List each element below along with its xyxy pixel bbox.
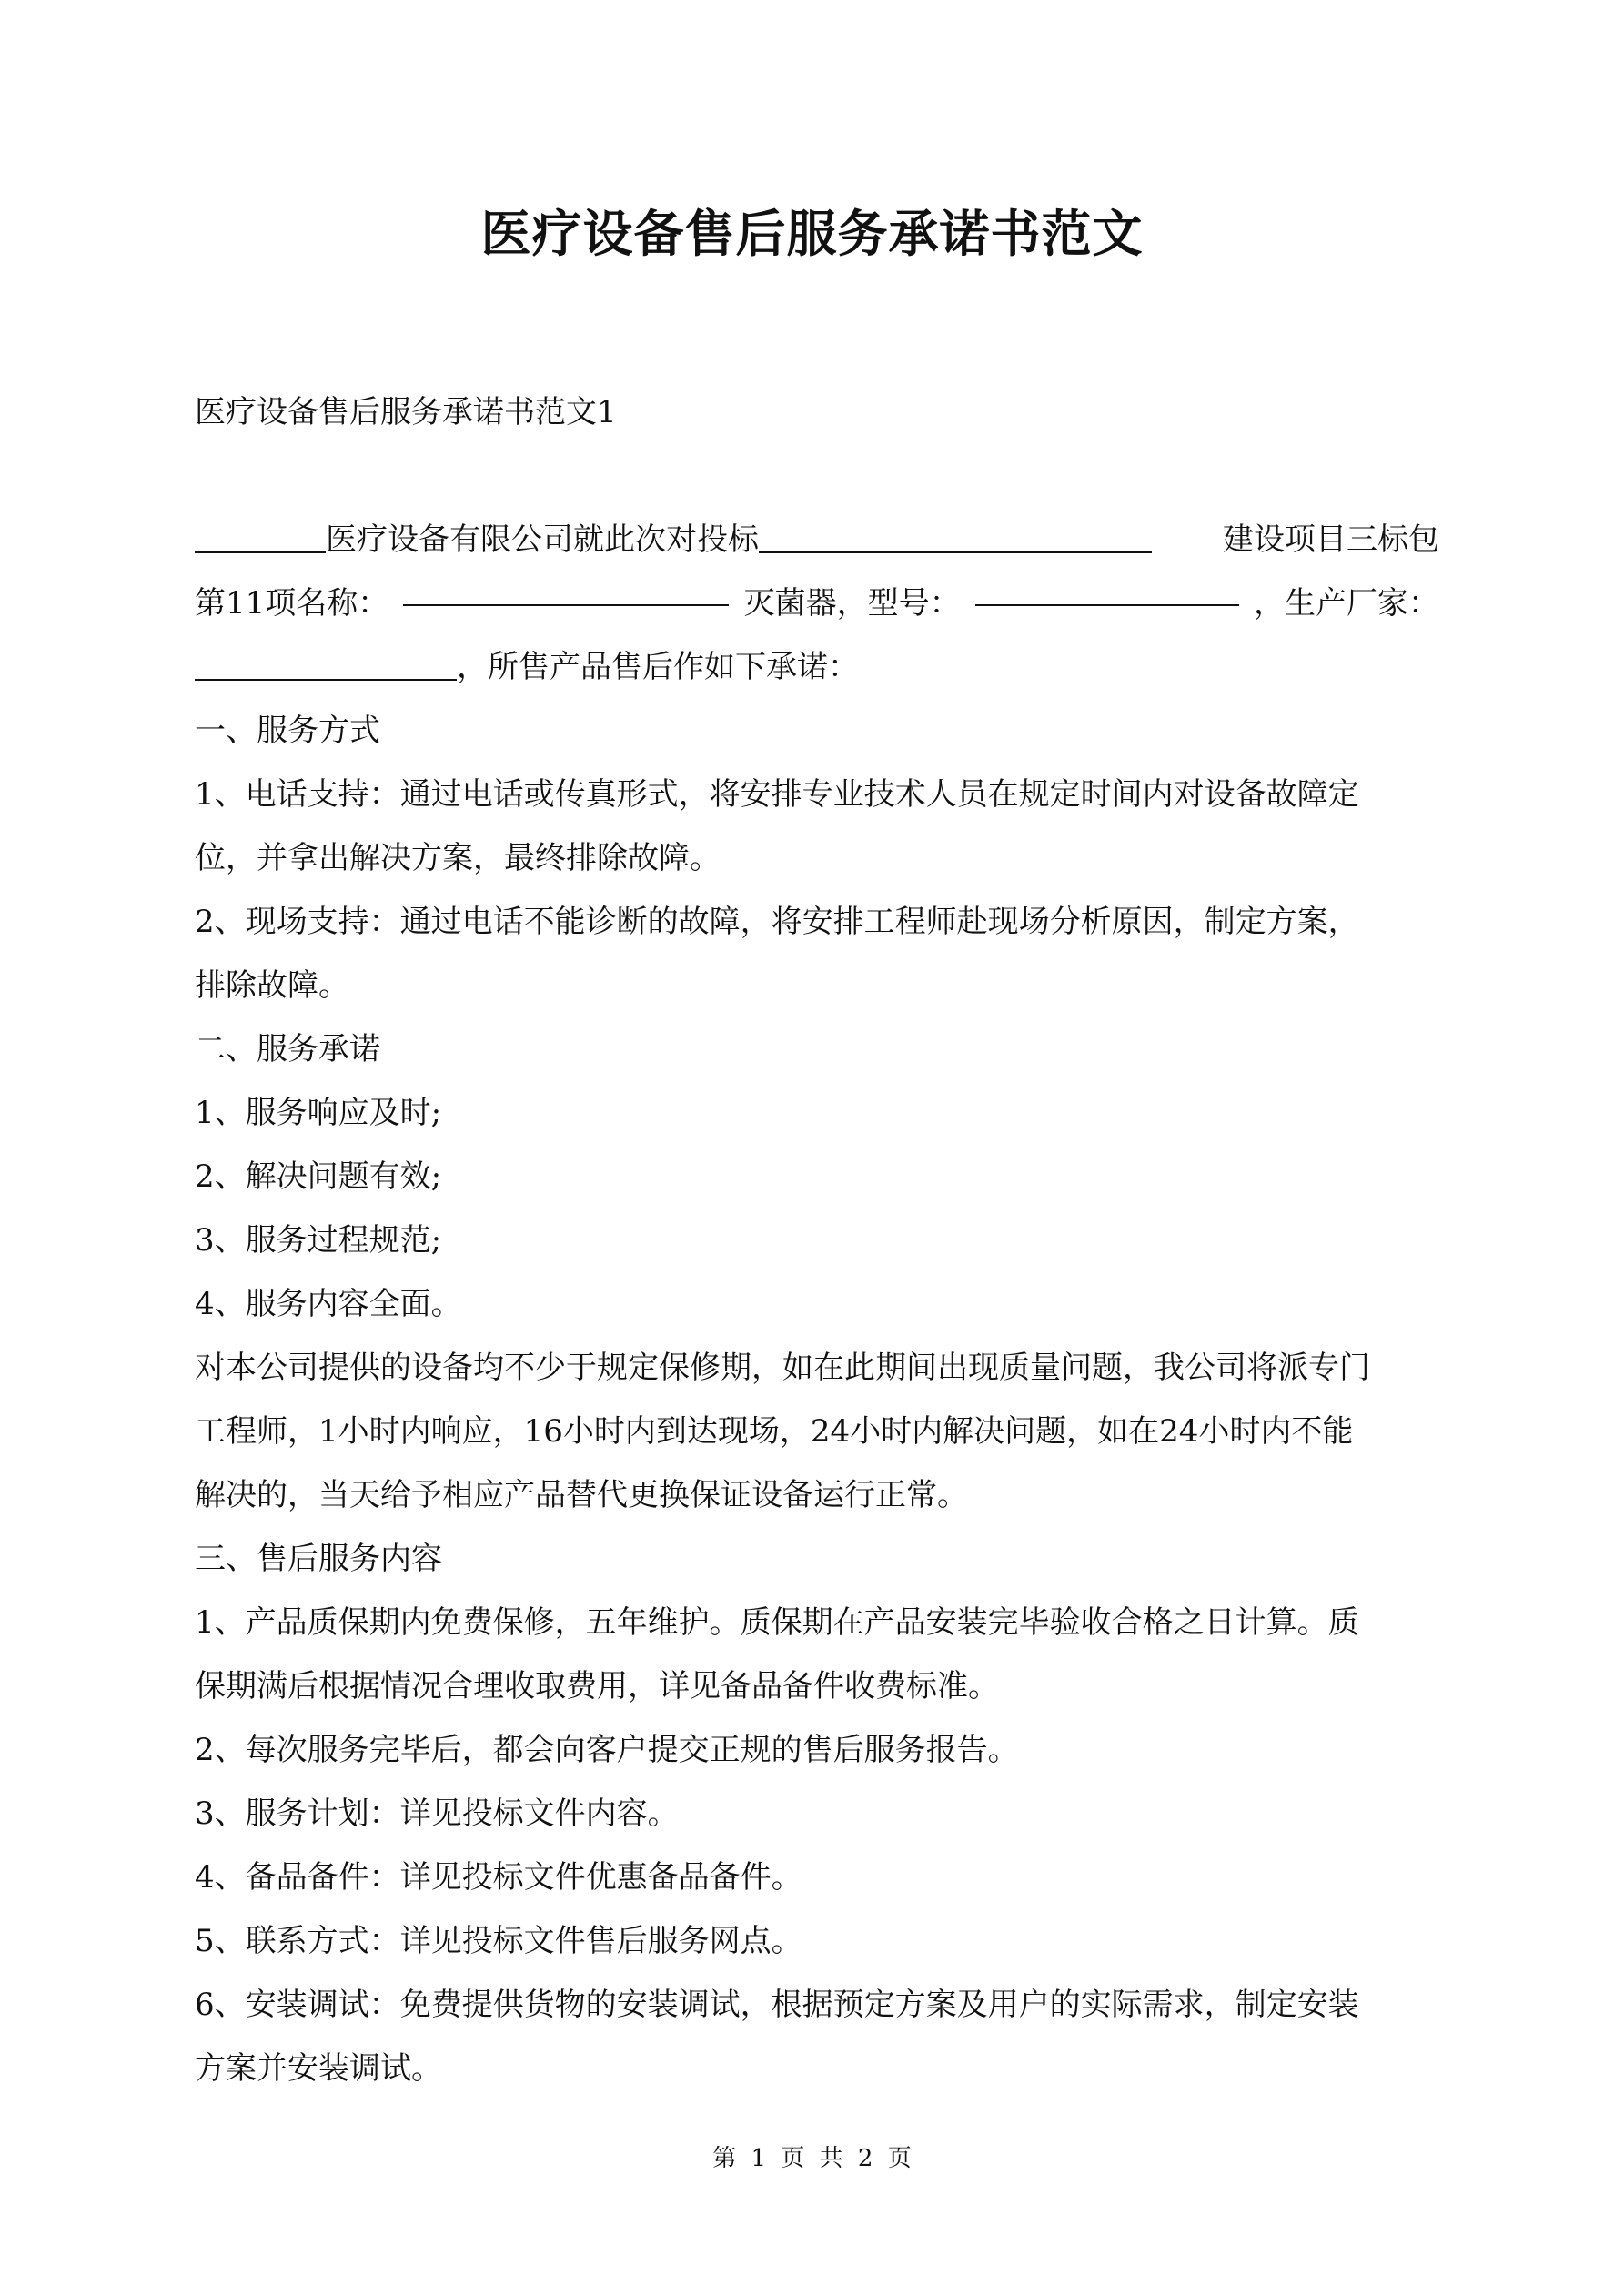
intro-text-promise: ，所售产品售后作如下承诺：	[457, 649, 859, 685]
text-line: 1、产品质保期内免费保修，五年维护。质保期在产品安装完毕验收合格之日计算。质	[195, 1604, 1359, 1641]
blank-item-name	[403, 571, 729, 606]
text-line: 一、服务方式	[195, 713, 380, 749]
intro-text-sterilizer: 灭菌器，型号：	[743, 585, 961, 622]
text-line: 三、售后服务内容	[195, 1541, 442, 1577]
text-line: 保期满后根据情况合理收取费用，详见备品备件收费标准。	[195, 1668, 999, 1704]
text-line: 6、安装调试：免费提供货物的安装调试，根据预定方案及用户的实际需求，制定安装	[195, 1987, 1359, 2023]
blank-project-name	[759, 519, 1152, 553]
blank-company-name	[195, 519, 326, 553]
text-line: 方案并安装调试。	[195, 2050, 442, 2087]
text-line: 工程师，1小时内响应，16小时内到达现场，24小时内解决问题，如在24小时内不能	[195, 1413, 1354, 1450]
text-line: 5、联系方式：详见投标文件售后服务网点。	[195, 1923, 802, 1959]
blank-manufacturer	[195, 646, 457, 681]
page-number-footer: 第 1 页 共 2 页	[712, 2145, 912, 2172]
text-line: 2、每次服务完毕后，都会向客户提交正规的售后服务报告。	[195, 1732, 1019, 1768]
text-line: 位，并拿出解决方案，最终排除故障。	[195, 840, 721, 876]
document-body	[195, 508, 1439, 2100]
blank-model	[975, 571, 1239, 606]
intro-line-3	[195, 635, 1439, 699]
intro-line-1	[195, 508, 1439, 571]
intro-text-package: 建设项目三标包	[1223, 521, 1439, 558]
text-line: 3、服务过程规范;	[195, 1222, 442, 1259]
page-title: 医疗设备售后服务承诺书范文	[480, 204, 1144, 263]
text-line: 1、电话支持：通过电话或传真形式，将安排专业技术人员在规定时间内对设备故障定	[195, 776, 1359, 813]
text-line: 4、备品备件：详见投标文件优惠备品备件。	[195, 1859, 802, 1896]
intro-text-company: 医疗设备有限公司就此次对投标	[326, 521, 759, 558]
text-line: 对本公司提供的设备均不少于规定保修期，如在此期间出现质量问题，我公司将派专门	[195, 1350, 1370, 1386]
section-subtitle: 医疗设备售后服务承诺书范文1	[195, 394, 617, 430]
text-line: 2、解决问题有效;	[195, 1158, 442, 1195]
intro-text-manufacturer: ，生产厂家：	[1253, 585, 1439, 622]
intro-line-2	[195, 571, 1439, 635]
text-line: 3、服务计划：详见投标文件内容。	[195, 1795, 679, 1832]
intro-line-1-text	[195, 508, 1152, 571]
text-line: 排除故障。	[195, 967, 349, 1004]
intro-text-item: 第11项名称：	[195, 585, 389, 622]
text-line: 二、服务承诺	[195, 1031, 380, 1067]
text-line: 解决的，当天给予相应产品替代更换保证设备运行正常。	[195, 1477, 968, 1513]
text-line: 4、服务内容全面。	[195, 1286, 462, 1322]
text-line: 1、服务响应及时;	[195, 1095, 442, 1131]
text-line: 2、现场支持：通过电话不能诊断的故障，将安排工程师赴现场分析原因，制定方案，	[195, 904, 1359, 940]
